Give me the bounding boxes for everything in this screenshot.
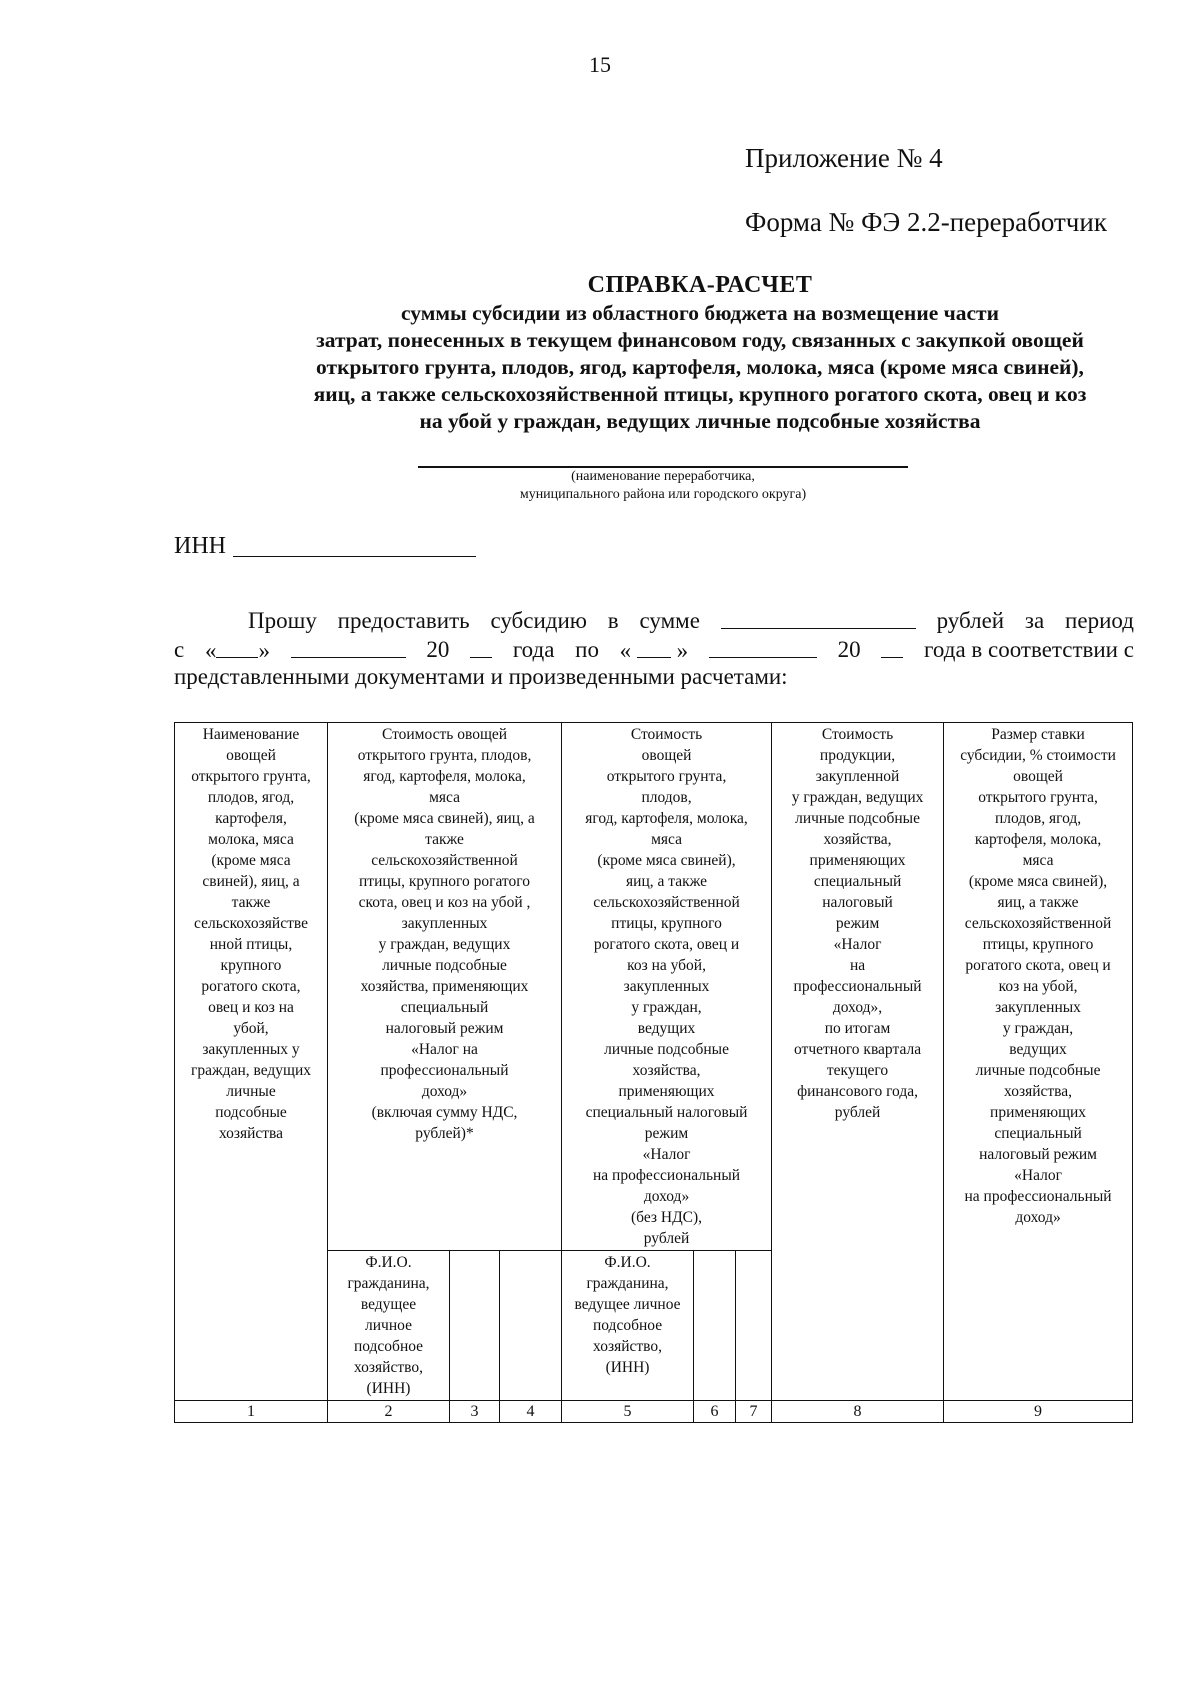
subheader-fio-inn-1: Ф.И.О. гражданина, ведущее личное подсобное хозяйство, (ИНН) xyxy=(328,1251,450,1401)
request-word: по xyxy=(575,637,599,662)
request-word: 20 xyxy=(837,637,861,662)
appendix-label: Приложение № 4 xyxy=(745,143,943,173)
title-main: СПРАВКА-РАСЧЕТ xyxy=(587,272,813,298)
quote-open: « xyxy=(204,638,217,663)
subheader-blank xyxy=(450,1251,500,1401)
end-month-field[interactable] xyxy=(709,637,817,658)
quote-open: « xyxy=(619,638,632,663)
inn-label: ИНН xyxy=(174,533,226,559)
request-word: субсидию xyxy=(490,608,587,633)
request-word: года в соответствии с xyxy=(924,637,1134,662)
start-year-field[interactable] xyxy=(470,637,492,658)
column-number: 3 xyxy=(450,1401,500,1423)
start-month-field[interactable] xyxy=(291,637,406,658)
column-number: 5 xyxy=(562,1401,694,1423)
header-col-3: Стоимость овощей открытого грунта, плодов, ягод, картофеля, молока, мяса (кроме мяса свиней), яиц, а также сельскохозяйственной птицы, крупного рогатого скота, овец и коз на убой, закупленных у граждан, ведущих личные подсобные хозяйства, применяющих специальный налоговый режим «Налог на профессиональный доход» (без НДС), рублей xyxy=(562,723,772,1251)
calculation-table xyxy=(174,722,1133,1423)
request-word: рублей xyxy=(936,608,1005,633)
request-word: период xyxy=(1065,608,1134,633)
request-word: года xyxy=(512,637,555,662)
quote-close: » xyxy=(676,638,689,663)
request-line-3: представленными документами и произведенными расчетами: xyxy=(174,664,788,689)
request-word: Прошу xyxy=(248,608,317,633)
column-number: 7 xyxy=(736,1401,772,1423)
subheader-blank xyxy=(736,1251,772,1401)
quote-close: » xyxy=(258,638,270,663)
header-col-1: Наименование овощей открытого грунта, плодов, ягод, картофеля, молока, мяса (кроме мяса свиней), яиц, а также сельскохозяйстве нной птицы, крупного рогатого скота, овец и коз на убой, закупленных у граждан, ведущих личные подсобные хозяйства xyxy=(175,723,328,1401)
request-line-1 xyxy=(248,608,1134,634)
request-word: предоставить xyxy=(337,608,470,633)
request-line-2 xyxy=(174,637,1134,664)
subheader-blank xyxy=(694,1251,736,1401)
column-number: 8 xyxy=(772,1401,944,1423)
header-col-5: Размер ставки субсидии, % стоимости овощей открытого грунта, плодов, ягод, картофеля, молока, мяса (кроме мяса свиней), яиц, а также сельскохозяйственной птицы, крупного рогатого скота, овец и коз на убой, закупленных у граждан, ведущих личные подсобные хозяйства, применяющих специальный налоговый режим «Налог на профессиональный доход» xyxy=(944,723,1133,1401)
page-number: 15 xyxy=(589,52,611,77)
document-title xyxy=(240,270,1160,435)
end-day-field[interactable] xyxy=(637,637,671,658)
header-col-2: Стоимость овощей открытого грунта, плодов, ягод, картофеля, молока, мяса (кроме мяса свиней), яиц, а также сельскохозяйственной птицы, крупного рогатого скота, овец и коз на убой , закупленных у граждан, ведущих личные подсобные хозяйства, применяющих специальный налоговый режим «Налог на профессиональный доход» (включая сумму НДС, рублей)* xyxy=(328,723,562,1251)
request-word: с xyxy=(174,637,185,662)
header-col-4: Стоимость продукции, закупленной у граждан, ведущих личные подсобные хозяйства, применяющих специальный налоговый режим «Налог на профессиональный доход», по итогам отчетного квартала текущего финансового года, рублей xyxy=(772,723,944,1401)
subheader-blank xyxy=(500,1251,562,1401)
subsidy-amount-field[interactable] xyxy=(721,608,916,629)
processor-name-caption: (наименование переработчика, муниципального района или городского округа) xyxy=(519,469,807,502)
column-number: 2 xyxy=(328,1401,450,1423)
column-number: 6 xyxy=(694,1401,736,1423)
end-year-field[interactable] xyxy=(881,637,903,658)
inn-field[interactable] xyxy=(233,556,476,557)
request-word: 20 xyxy=(426,637,450,662)
column-number: 9 xyxy=(944,1401,1133,1423)
request-word: за xyxy=(1024,608,1045,633)
request-word: сумме xyxy=(639,608,700,633)
column-number: 4 xyxy=(500,1401,562,1423)
title-subtitle: суммы субсидии из областного бюджета на возмещение части затрат, понесенных в текущем финансовом году, связанных с закупкой овощей открытого грунта, плодов, ягод, картофеля, молока, мяса (кроме мяса свиней), яиц, а также сельскохозяйственной птицы, крупного рогатого скота, овец и коз на убой у граждан, ведущих личные подсобные хозяйства xyxy=(313,301,1087,433)
subheader-fio-inn-2: Ф.И.О. гражданина, ведущее личное подсобное хозяйство, (ИНН) xyxy=(562,1251,694,1401)
form-number: Форма № ФЭ 2.2-переработчик xyxy=(745,207,1107,237)
start-day-field[interactable] xyxy=(216,637,258,658)
column-number: 1 xyxy=(175,1401,328,1423)
request-word: в xyxy=(607,608,619,633)
